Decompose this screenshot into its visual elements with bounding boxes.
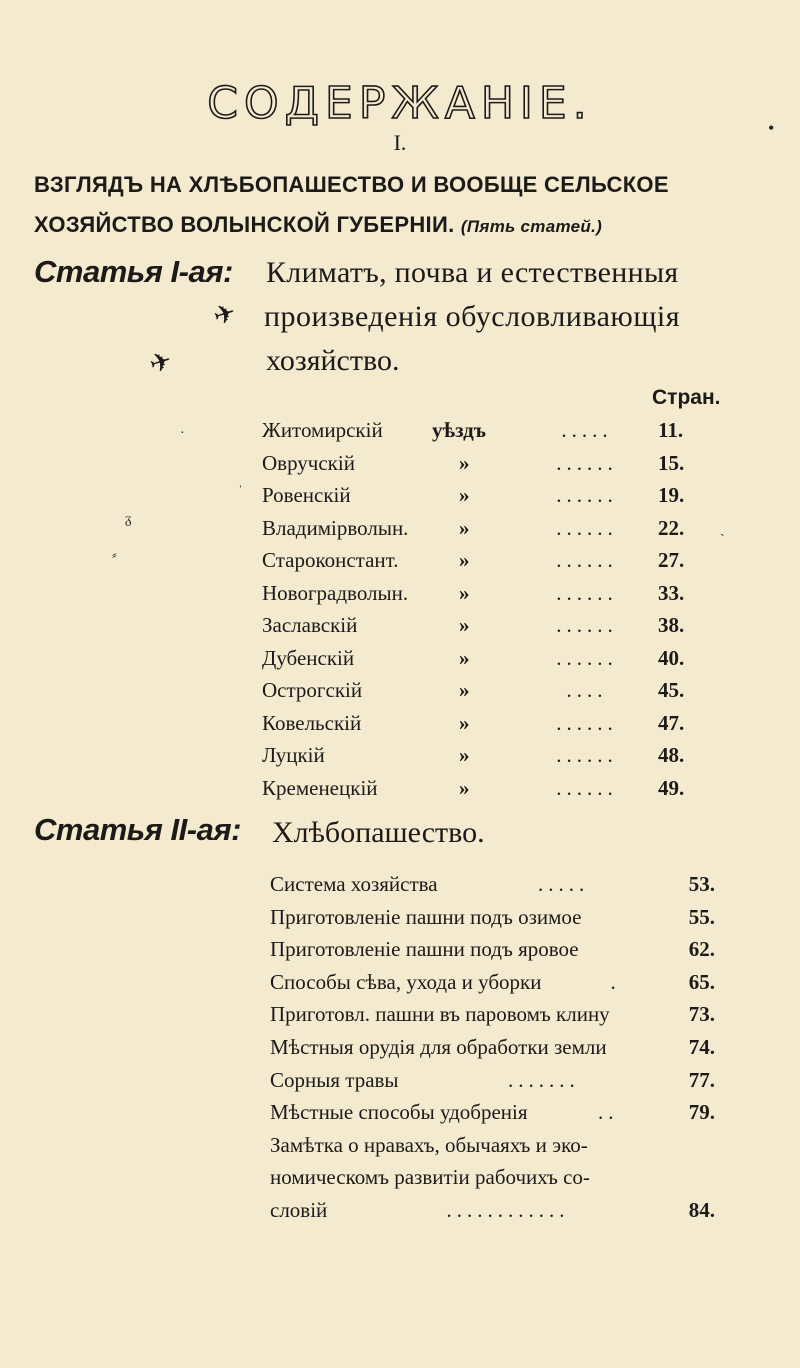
uezd-row — [0, 646, 800, 676]
uezd-ditto: » — [459, 483, 470, 507]
page-number: 15. — [658, 450, 685, 475]
section-name: Система хозяйства — [270, 872, 438, 896]
uezd-ditto: » — [459, 678, 470, 702]
ink-bird-icon: ✈ — [209, 297, 240, 332]
section-row — [0, 1002, 800, 1032]
dot-leader: .. — [598, 1100, 619, 1125]
uezd-name: Житомирскій — [262, 418, 383, 442]
page-number: 74. — [688, 1035, 715, 1059]
uezd-row — [0, 483, 800, 513]
uezd-name: Староконстант. — [262, 548, 399, 572]
page-number: 77. — [688, 1067, 715, 1092]
page-title: СОДЕРЖАНІЕ. — [207, 78, 593, 129]
ink-speck: · — [180, 426, 185, 441]
uezd-row — [0, 581, 800, 611]
section-row — [0, 1068, 800, 1098]
page-number: 27. — [658, 548, 685, 572]
main-title-line-2 — [34, 212, 774, 238]
dot-leader: ...... — [556, 580, 618, 605]
page-number: 53. — [688, 872, 715, 896]
uezd-name: Овручскій — [262, 450, 355, 475]
uezd-name: Ровенскій — [262, 483, 351, 507]
dot-leader: ...... — [556, 450, 618, 475]
section-name: Мѣстные способы удобренія — [270, 1100, 528, 1125]
section-number: I. — [393, 130, 407, 155]
page-number: 22. — [658, 515, 685, 540]
ink-speck: ⸗ — [112, 548, 117, 563]
uezd-ditto: » — [459, 710, 470, 735]
uezd-name: Новоградволын. — [262, 580, 409, 605]
page-number: 62. — [688, 937, 715, 962]
ink-speck: ˈ — [238, 484, 243, 499]
article-1-title-line-1: Климатъ, почва и естественныя — [266, 256, 679, 289]
article-2-label: Статья ІІ-ая: — [34, 812, 241, 847]
section-name: Мѣстныя орудія для обработки земли — [270, 1035, 607, 1059]
page-number: 19. — [658, 483, 685, 507]
section-row — [0, 937, 800, 967]
uezd-name: Ковельскій — [262, 710, 362, 735]
uezd-name: Владимірволын. — [262, 515, 409, 540]
article-2-title: Хлѣбопашество. — [272, 816, 485, 849]
dot-leader: ...... — [556, 775, 618, 800]
section-row — [0, 1198, 800, 1228]
page-number: 38. — [658, 613, 685, 637]
section-name: Способы сѣва, ухода и уборки — [270, 969, 542, 994]
ink-speck: ˏ — [720, 522, 725, 537]
uezd-name: Луцкій — [262, 743, 325, 767]
page-number: 49. — [658, 775, 685, 800]
dot-leader: ...... — [556, 515, 618, 540]
uezd-row — [0, 678, 800, 708]
uezd-ditto: » — [459, 548, 470, 572]
uezd-row — [0, 776, 800, 806]
dot-leader: .... — [566, 678, 608, 702]
page-number: 84. — [688, 1198, 715, 1222]
section-name: Приготовл. пашни въ паровомъ клину — [270, 1002, 610, 1027]
ink-speck: • — [768, 118, 775, 138]
uezd-ditto: » — [459, 515, 470, 540]
uezd-name: Кременецкій — [262, 775, 378, 800]
page-number: 79. — [688, 1100, 715, 1125]
uezd-ditto: » — [459, 580, 470, 605]
section-row — [0, 905, 800, 935]
uezd-name: Острогскій — [262, 678, 363, 702]
section-row — [0, 872, 800, 902]
main-title-note: (Пять статей.) — [460, 217, 603, 236]
page-number: 33. — [658, 580, 685, 605]
uezd-row — [0, 743, 800, 773]
dot-leader: ...... — [556, 548, 618, 572]
uezd-row — [0, 613, 800, 643]
section-row — [0, 1100, 800, 1130]
section-name: Приготовленіе пашни подъ озимое — [270, 904, 582, 929]
section-name: Приготовленіе пашни подъ яровое — [270, 937, 579, 962]
uezd-name: Заславскій — [262, 613, 358, 637]
page-number: 40. — [658, 645, 685, 670]
page-number: 65. — [688, 969, 715, 994]
dot-leader: . — [610, 969, 621, 994]
section-name: номическомъ развитіи рабочихъ со- — [270, 1165, 590, 1190]
article-1-title-line-3: хозяйство. — [266, 344, 400, 377]
page-number: 47. — [658, 710, 685, 735]
dot-leader: ...... — [556, 483, 618, 507]
dot-leader: ...... — [556, 613, 618, 637]
dot-leader: ...... — [556, 710, 618, 735]
pages-column-header: Стран. — [652, 386, 721, 409]
article-1-label: Статья І-ая: — [34, 254, 233, 289]
uezd-row — [0, 516, 800, 546]
section-name: Замѣтка о нравахъ, обычаяхъ и эко- — [270, 1132, 588, 1157]
uezd-row — [0, 548, 800, 578]
uezd-ditto: » — [459, 450, 470, 475]
uezd-ditto: уѣздъ — [432, 418, 487, 442]
dot-leader: ..... — [561, 418, 613, 442]
page-number: 55. — [688, 904, 715, 929]
dot-leader: ............ — [446, 1198, 570, 1222]
uezd-ditto: » — [459, 613, 470, 637]
uezd-ditto: » — [459, 743, 470, 767]
main-title-text: ХОЗЯЙСТВО ВОЛЫНСКОЙ ГУБЕРНІИ. — [34, 212, 455, 237]
uezd-ditto: » — [459, 775, 470, 800]
dot-leader: ....... — [508, 1067, 580, 1092]
section-row — [0, 1035, 800, 1065]
article-1-title-line-2: произведенія обусловливающія — [264, 300, 681, 333]
page-number: 48. — [658, 743, 685, 767]
page-number: 11. — [658, 418, 684, 442]
uezd-ditto: » — [459, 645, 470, 670]
section-name: словій — [270, 1198, 328, 1222]
page-number: 45. — [658, 678, 685, 702]
uezd-row — [0, 711, 800, 741]
section-row — [0, 1165, 800, 1195]
section-name: Сорныя травы — [270, 1067, 399, 1092]
dot-leader: ..... — [538, 872, 590, 896]
dot-leader: ...... — [556, 645, 618, 670]
ink-bird-icon: ✈ — [145, 345, 176, 380]
page-number: 73. — [688, 1002, 715, 1027]
section-row — [0, 1133, 800, 1163]
uezd-row — [0, 418, 800, 448]
uezd-row — [0, 451, 800, 481]
uezd-name: Дубенскій — [262, 645, 355, 670]
dot-leader: ...... — [556, 743, 618, 767]
main-title-line-1: ВЗГЛЯДЪ НА ХЛѢБОПАШЕСТВО И ВООБЩЕ СЕЛЬСКОЕ — [34, 172, 669, 197]
ink-speck: ᵹ — [125, 512, 132, 527]
section-row — [0, 970, 800, 1000]
